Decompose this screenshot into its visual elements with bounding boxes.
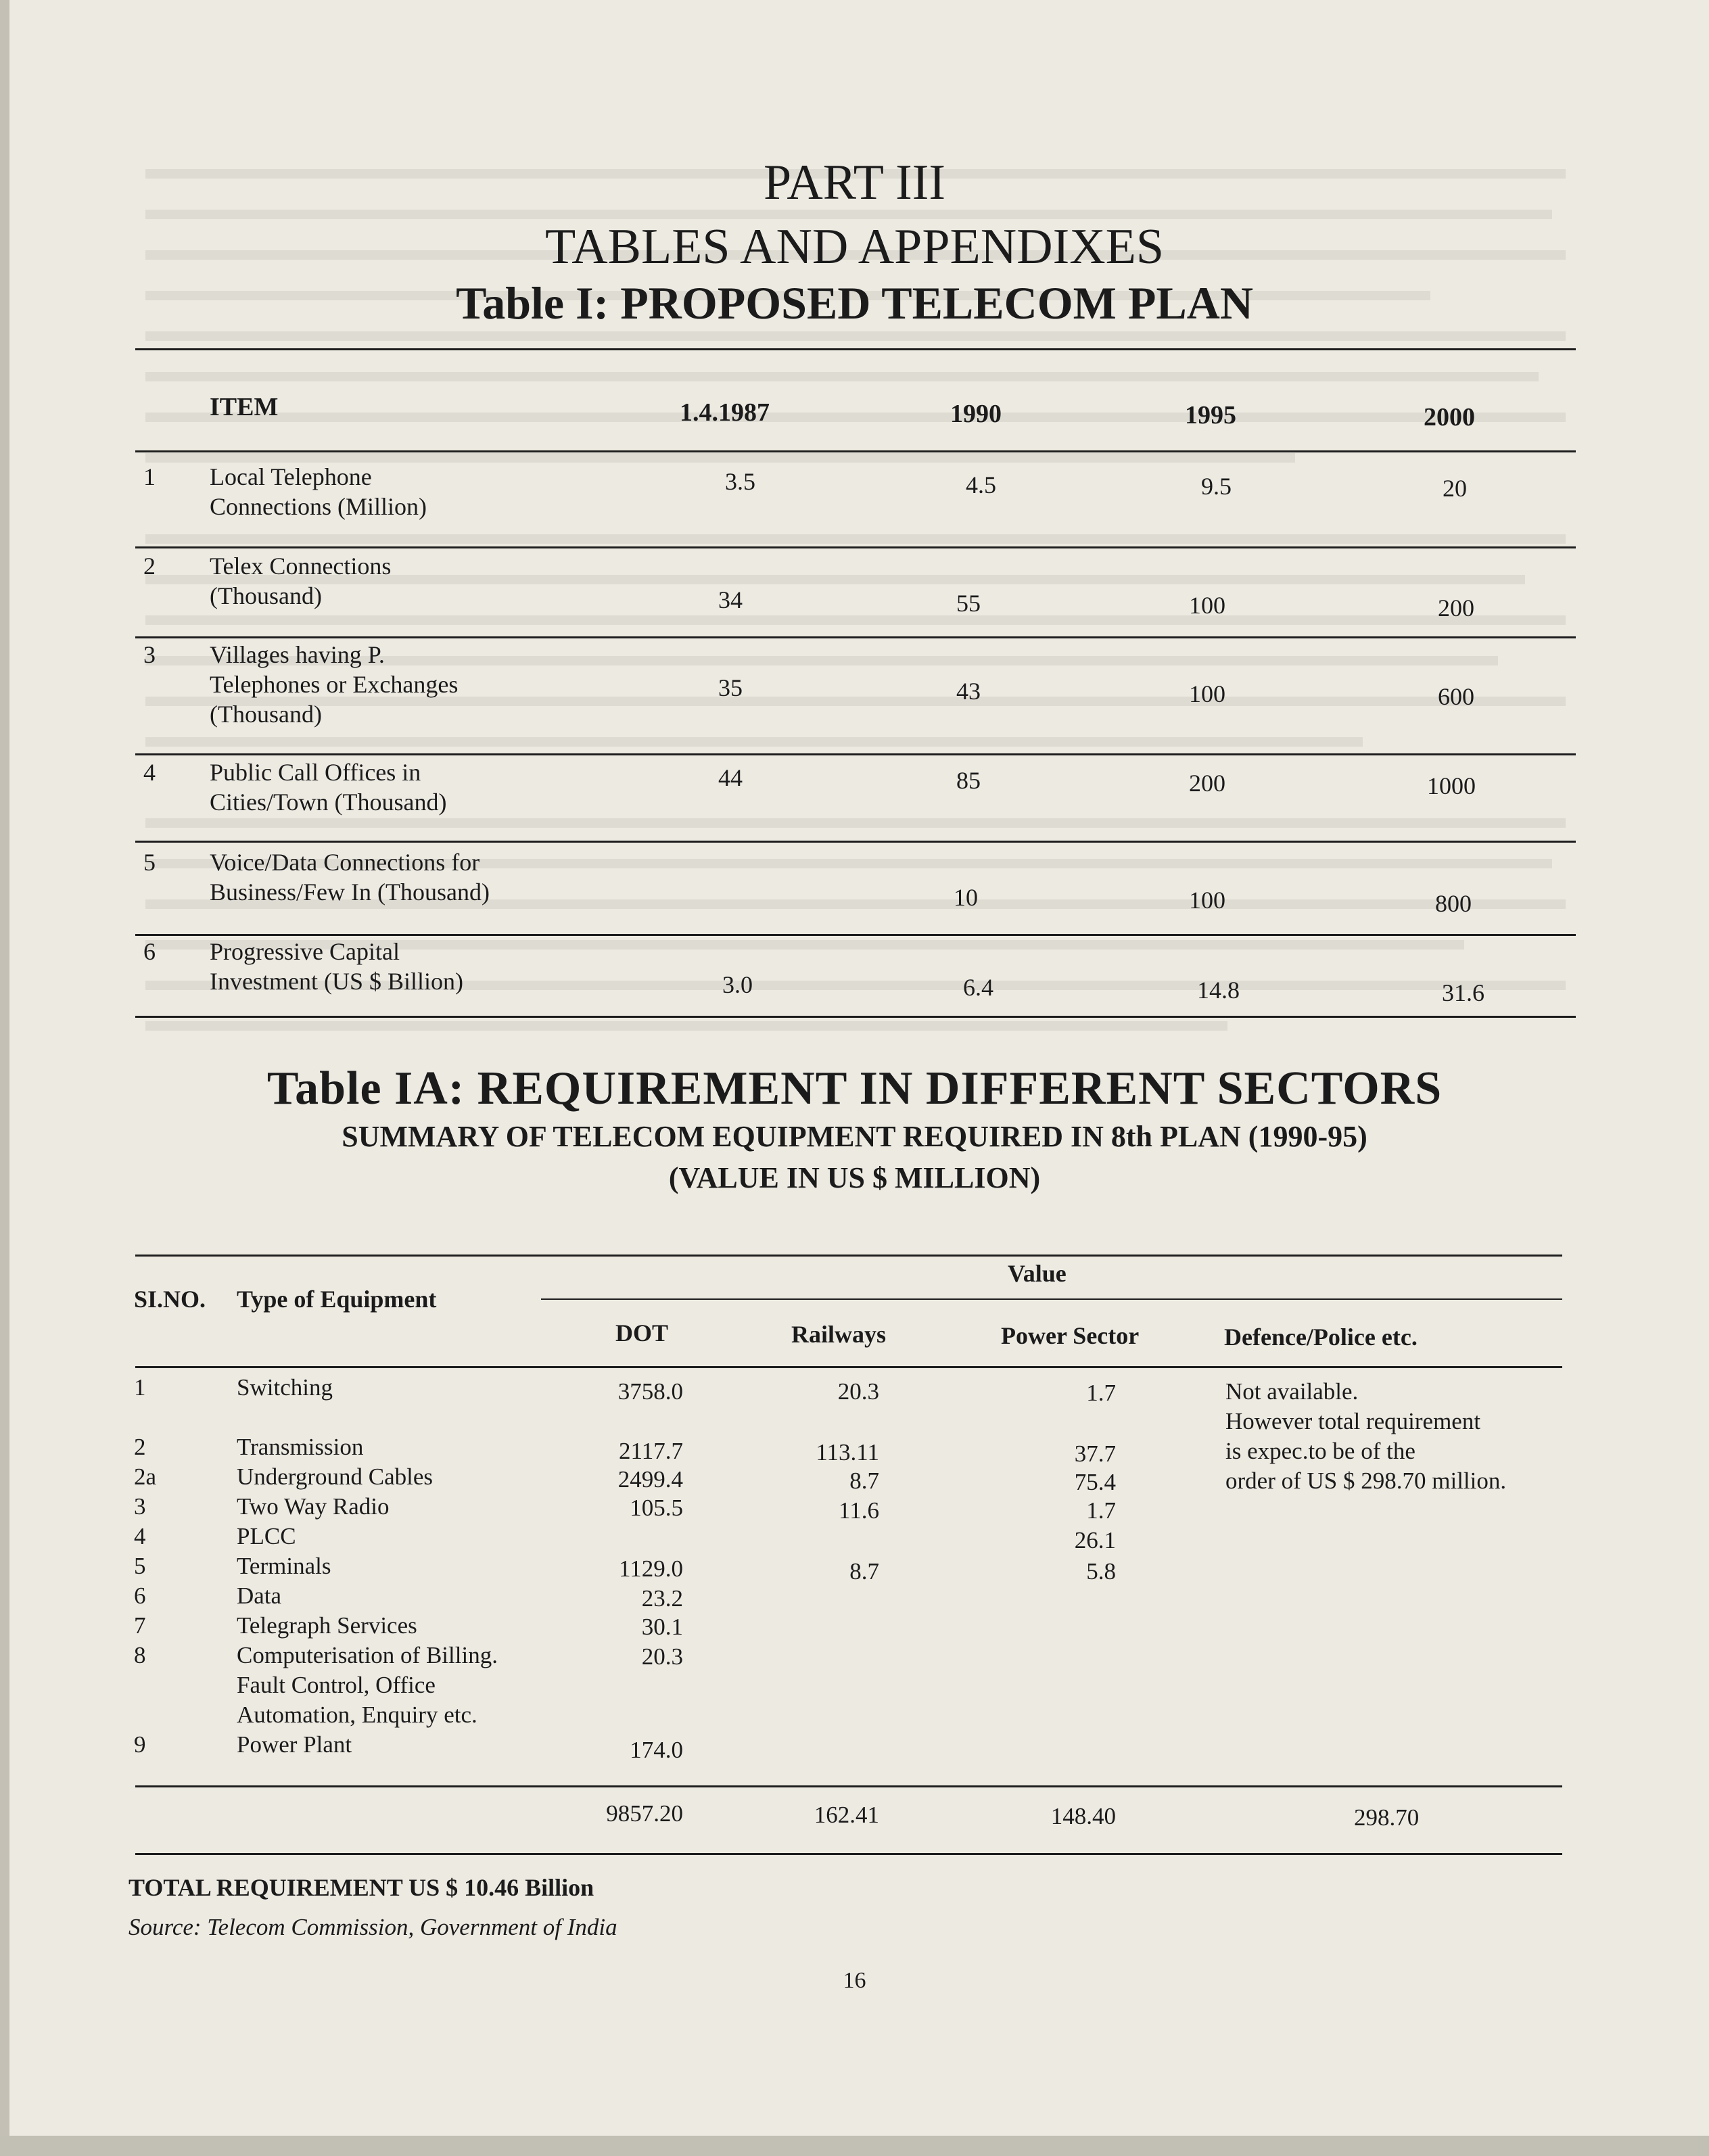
table1-cell-1990: 4.5	[966, 471, 996, 498]
tableIA-title: Table IA: REQUIREMENT IN DIFFERENT SECTORS	[266, 1062, 1443, 1115]
tableIA-value-rule	[541, 1298, 1562, 1300]
tableIA-unit-note: (VALUE IN US $ MILLION)	[668, 1161, 1041, 1194]
table1-row-rule	[135, 546, 1576, 548]
table1-cell-2000: 1000	[1427, 772, 1476, 799]
tableIA-row-no: 1	[134, 1374, 146, 1401]
tableIA-row-type: Fault Control, Office	[237, 1672, 436, 1698]
table1-row-item-line: Investment (US $ Billion)	[210, 968, 463, 995]
tableIA-cell-dot: 1129.0	[619, 1555, 683, 1582]
total-requirement: TOTAL REQUIREMENT US $ 10.46 Billion	[128, 1874, 594, 1901]
table1-title: Table I: PROPOSED TELECOM PLAN	[456, 277, 1253, 329]
table1-row-rule	[135, 636, 1576, 638]
table1-cell-1987: 34	[718, 586, 743, 613]
tableIA-cell-railways: 20.3	[837, 1378, 879, 1405]
tableIA-top-rule	[135, 1255, 1562, 1257]
table1-cell-1987: 3.0	[722, 971, 753, 998]
tableIA-subtitle: SUMMARY OF TELECOM EQUIPMENT REQUIRED IN 8th PLAN (1990-95)	[342, 1120, 1367, 1153]
table1-row-no: 4	[143, 759, 156, 786]
tableIA-cell-power: 1.7	[1086, 1380, 1116, 1406]
tableIA-row-no: 5	[134, 1553, 146, 1579]
table1-header-2000: 2000	[1424, 403, 1475, 431]
tableIA-defence-note-line: Not available.	[1225, 1378, 1359, 1405]
tableIA-row-no: 3	[134, 1493, 146, 1520]
table1-header-1995: 1995	[1185, 401, 1236, 429]
table1-row-no: 1	[143, 463, 156, 490]
table1-cell-2000: 31.6	[1442, 979, 1484, 1006]
table1-cell-1990: 85	[956, 767, 981, 794]
section-heading: TABLES AND APPENDIXES	[544, 219, 1165, 275]
table1-cell-1995: 100	[1189, 680, 1225, 707]
table1-row-item-line: (Thousand)	[210, 701, 322, 728]
table1-row-item-line: Public Call Offices in	[210, 759, 421, 786]
table1-cell-1987: 3.5	[725, 468, 755, 495]
page-number: 16	[843, 1968, 866, 1993]
table1-cell-1995: 100	[1189, 592, 1225, 619]
tableIA-row-type: Underground Cables	[237, 1463, 433, 1490]
table1-cell-1990: 6.4	[963, 974, 993, 1001]
table1-row-item-line: Cities/Town (Thousand)	[210, 789, 447, 816]
table1-cell-1995: 100	[1189, 887, 1225, 914]
tableIA-defence-note-line: is expec.to be of the	[1225, 1438, 1415, 1464]
tableIA-cell-power: 75.4	[1074, 1469, 1116, 1495]
table1-header-item: ITEM	[210, 393, 279, 421]
table1-row-no: 6	[143, 938, 156, 965]
tableIA-cell-dot: 2117.7	[619, 1438, 683, 1464]
part-heading: PART III	[763, 155, 945, 210]
tableIA-row-type: Telegraph Services	[237, 1612, 417, 1639]
table1-bottom-rule	[135, 1016, 1576, 1018]
page-bottom-edge	[0, 2136, 1709, 2156]
tableIA-cell-power: 1.7	[1086, 1497, 1116, 1524]
tableIA-row-no: 2a	[134, 1463, 157, 1490]
table1-row-item-line: (Thousand)	[210, 582, 322, 609]
tableIA-cell-dot: 105.5	[630, 1495, 683, 1521]
tableIA-row-type: PLCC	[237, 1523, 296, 1549]
table1-cell-2000: 800	[1435, 890, 1472, 917]
tableIA-cell-railways: 11.6	[839, 1497, 879, 1524]
table1-header-1987: 1.4.1987	[680, 398, 770, 427]
tableIA-header-power: Power Sector	[1001, 1322, 1140, 1349]
table1-row-item-line: Voice/Data Connections for	[210, 849, 480, 876]
source-note: Source: Telecom Commission, Government of India	[128, 1914, 617, 1940]
table1-cell-1990: 55	[956, 590, 981, 617]
tableIA-row-type: Power Plant	[237, 1731, 352, 1758]
tableIA-header-slno: SI.NO.	[134, 1286, 206, 1313]
table1-row-item-line: Telephones or Exchanges	[210, 671, 459, 698]
tableIA-cell-dot: 2499.4	[617, 1466, 683, 1493]
tableIA-cell-railways: 8.7	[849, 1468, 879, 1494]
tableIA-row-type: Transmission	[237, 1434, 364, 1460]
table1-row-item-line: Local Telephone	[210, 463, 372, 490]
tableIA-header-value: Value	[1008, 1260, 1067, 1287]
table1-cell-1995: 9.5	[1201, 473, 1232, 500]
tableIA-row-type: Switching	[237, 1374, 333, 1401]
tableIA-defence-note-line: order of US $ 298.70 million.	[1225, 1468, 1507, 1494]
table1-row-no: 5	[143, 849, 156, 876]
tableIA-totals-rule	[135, 1785, 1562, 1787]
tableIA-row-no: 7	[134, 1612, 146, 1639]
tableIA-header-rule	[135, 1366, 1562, 1368]
table1-cell-1995: 200	[1189, 770, 1225, 797]
table1-cell-1987: 35	[718, 674, 743, 701]
tableIA-defence-note-line: However total requirement	[1225, 1408, 1481, 1434]
tableIA-cell-dot: 30.1	[641, 1614, 683, 1640]
tableIA-cell-power: 37.7	[1074, 1440, 1116, 1467]
tableIA-cell-dot: 20.3	[641, 1643, 683, 1670]
tableIA-row-no: 8	[134, 1642, 146, 1668]
tableIA-cell-dot: 3758.0	[617, 1378, 683, 1405]
table1-cell-2000: 200	[1438, 594, 1474, 622]
tableIA-bottom-rule	[135, 1853, 1562, 1855]
table1-row-rule	[135, 753, 1576, 755]
table1-row-no: 2	[143, 553, 156, 580]
tableIA-row-no: 9	[134, 1731, 146, 1758]
tableIA-row-type: Two Way Radio	[237, 1493, 390, 1520]
tableIA-row-type: Terminals	[237, 1553, 331, 1579]
table1-row-item-line: Telex Connections	[210, 553, 392, 580]
table1-cell-1990: 43	[956, 678, 981, 705]
table1-cell-2000: 20	[1443, 475, 1467, 502]
table1-cell-2000: 600	[1438, 683, 1474, 710]
tableIA-cell-railways: 113.11	[816, 1439, 879, 1466]
tableIA-row-type: Automation, Enquiry etc.	[237, 1702, 477, 1728]
tableIA-row-no: 2	[134, 1434, 146, 1460]
tableIA-header-dot: DOT	[615, 1319, 669, 1346]
tableIA-row-no: 6	[134, 1583, 146, 1609]
table1-row-no: 3	[143, 641, 156, 668]
table1-cell-1987: 44	[718, 764, 743, 791]
tableIA-total-power: 148.40	[1050, 1803, 1116, 1829]
tableIA-row-no: 4	[134, 1523, 146, 1549]
table1-row-item-line: Progressive Capital	[210, 938, 400, 965]
table1-row-item-line: Business/Few In (Thousand)	[210, 878, 490, 906]
tableIA-cell-power: 5.8	[1086, 1558, 1116, 1585]
tableIA-cell-dot: 23.2	[641, 1585, 683, 1612]
table1-top-rule	[135, 348, 1576, 350]
tableIA-total-dot: 9857.20	[606, 1800, 683, 1827]
tableIA-total-railways: 162.41	[814, 1802, 879, 1828]
tableIA-total-defence: 298.70	[1354, 1804, 1420, 1831]
table1-row-rule	[135, 841, 1576, 843]
tableIA-row-type: Computerisation of Billing.	[237, 1642, 498, 1668]
table1-cell-1990: 10	[954, 884, 978, 911]
tableIA-header-railways: Railways	[791, 1321, 887, 1348]
table1-header-1990: 1990	[950, 400, 1002, 428]
tableIA-header-type: Type of Equipment	[237, 1286, 437, 1313]
table1-row-item-line: Connections (Million)	[210, 493, 427, 520]
tableIA-cell-railways: 8.7	[849, 1558, 879, 1585]
tableIA-header-defence: Defence/Police etc.	[1224, 1323, 1418, 1351]
tableIA-row-type: Data	[237, 1583, 282, 1609]
table1-cell-1995: 14.8	[1197, 977, 1240, 1004]
table1-header-rule	[135, 450, 1576, 452]
tableIA-cell-dot: 174.0	[630, 1737, 683, 1763]
table1-row-item-line: Villages having P.	[210, 641, 385, 668]
tableIA-cell-power: 26.1	[1074, 1527, 1116, 1553]
table1-row-rule	[135, 934, 1576, 936]
